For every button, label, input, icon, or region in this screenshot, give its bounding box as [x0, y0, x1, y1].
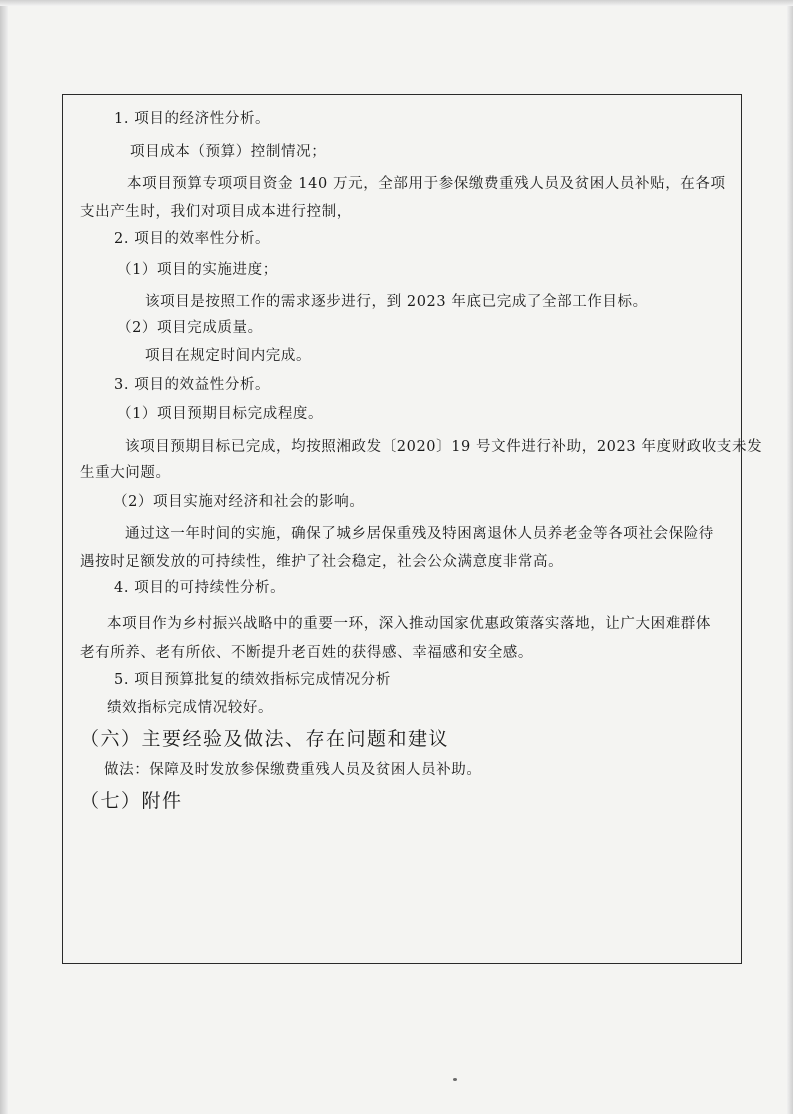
scan-edge-right [787, 0, 793, 1114]
impact-paragraph-line-2: 遇按时足额发放的可持续性，维护了社会稳定，社会公众满意度非常高。 [80, 554, 564, 570]
impact-paragraph-line-1: 通过这一年时间的实施，确保了城乡居保重残及特困离退休人员养老金等各项社会保险待 [125, 526, 714, 542]
section-six-heading: （六）主要经验及做法、存在问题和建议 [80, 728, 450, 750]
section-indicator-heading: 5. 项目预算批复的绩效指标完成情况分析 [114, 672, 391, 688]
indicator-paragraph: 绩效指标完成情况较好。 [107, 700, 274, 716]
scan-edge-top [0, 0, 793, 6]
sustainability-paragraph-line-2: 老有所养、老有所依、不断提升老百姓的获得感、幸福感和安全感。 [80, 645, 533, 661]
section-economic-heading: 1. 项目的经济性分析。 [114, 111, 271, 127]
sustainability-paragraph-line-1: 本项目作为乡村振兴战略中的重要一环，深入推动国家优惠政策落实落地，让广大困难群体 [107, 616, 711, 632]
section-seven-heading: （七）附件 [80, 790, 183, 812]
target-completion-subheading: （1）项目预期目标完成程度。 [117, 406, 324, 422]
progress-paragraph: 该项目是按照工作的需求逐步进行，到 2023 年底已完成了全部工作目标。 [145, 294, 648, 310]
target-completion-paragraph-line-2: 生重大问题。 [80, 465, 171, 481]
impact-subheading: （2）项目实施对经济和社会的影响。 [113, 494, 365, 510]
progress-subheading: （1）项目的实施进度； [117, 262, 278, 278]
quality-subheading: （2）项目完成质量。 [117, 320, 263, 336]
quality-paragraph: 项目在规定时间内完成。 [145, 348, 312, 364]
scan-edge-left [0, 0, 8, 1114]
cost-control-paragraph-line-2: 支出产生时，我们对项目成本进行控制， [80, 204, 352, 220]
section-benefit-heading: 3. 项目的效益性分析。 [114, 377, 271, 393]
section-efficiency-heading: 2. 项目的效率性分析。 [114, 231, 271, 247]
practice-paragraph: 做法：保障及时发放参保缴费重残人员及贫困人员补助。 [104, 762, 482, 778]
section-sustainability-heading: 4. 项目的可持续性分析。 [114, 580, 286, 596]
cost-control-paragraph-line-1: 本项目预算专项项目资金 140 万元，全部用于参保缴费重残人员及贫困人员补贴，在各项 [127, 176, 726, 192]
scan-speck [453, 1078, 457, 1081]
target-completion-paragraph-line-1: 该项目预期目标已完成，均按照湘政发〔2020〕19 号文件进行补助，2023 年度财政收支未发 [125, 439, 763, 455]
cost-control-subheading: 项目成本（预算）控制情况； [130, 144, 327, 160]
